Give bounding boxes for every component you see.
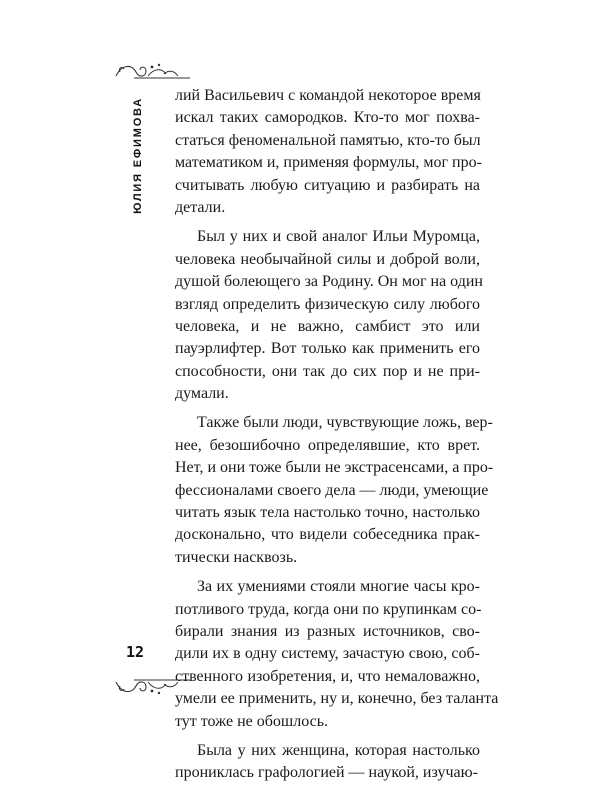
text-line: пауэрлифтер. Вот только как применить его bbox=[175, 340, 480, 358]
text-line: человека необычайной силы и доброй воли, bbox=[175, 250, 480, 268]
text-line: ственного изобретения, и, что немаловажно, bbox=[175, 667, 480, 685]
paragraph bbox=[175, 85, 480, 219]
text-line: умели ее применить, ну и, конечно, без таланта bbox=[175, 690, 499, 708]
text-line: За их умениями стояли многие часы кро- bbox=[197, 578, 480, 596]
text-line: фессионалами своего дела — люди, умеющие bbox=[175, 481, 489, 499]
text-line: думали. bbox=[175, 385, 229, 403]
text-line: Был у них и свой аналог Ильи Муромца, bbox=[197, 228, 480, 246]
text-line: считывать любую ситуацию и разбирать на bbox=[175, 176, 480, 194]
paragraph bbox=[175, 576, 499, 733]
text-line: дили их в одну систему, зачастую свою, соб- bbox=[175, 645, 480, 663]
text-line: Также были люди, чувствующие ложь, вер- bbox=[197, 414, 493, 432]
text-line: досконально, что видели собеседника прак- bbox=[175, 526, 480, 544]
decorative-flourish-bottom bbox=[112, 676, 192, 700]
text-line: искал таких самородков. Кто-то мог похва- bbox=[175, 109, 480, 127]
text-line: Была у них женщина, которая настолько bbox=[197, 741, 480, 759]
text-line: душой болеющего за Родину. Он мог на один bbox=[175, 273, 483, 291]
paragraph bbox=[175, 412, 494, 569]
text-line: тут тоже не обошлось. bbox=[175, 712, 329, 730]
author-name-vertical bbox=[128, 96, 148, 214]
text-line: статься феноменальной памятью, кто-то был bbox=[175, 131, 481, 149]
author-name: ЮЛИЯ ЕФИМОВА bbox=[132, 96, 144, 214]
text-line: прониклась графологией — наукой, изучаю- bbox=[175, 764, 478, 782]
text-line: читать язык тела настолько точно, настолько bbox=[175, 504, 480, 522]
paragraph bbox=[175, 226, 483, 405]
text-line: лий Васильевич с командой некоторое время bbox=[175, 87, 481, 104]
body-text bbox=[175, 85, 499, 792]
text-line: потливого труда, когда они по крупинкам со- bbox=[175, 600, 482, 618]
text-line: математиком и, применяя формулы, мог про- bbox=[175, 154, 482, 172]
text-line: способности, они так до сих пор и не при- bbox=[175, 362, 480, 380]
text-line: тически насквозь. bbox=[175, 548, 298, 566]
text-line: Нет, и они тоже были не экстрасенсами, а про- bbox=[175, 459, 494, 477]
decorative-flourish-top bbox=[112, 58, 192, 82]
text-line: человека, и не важно, самбист это или bbox=[175, 317, 480, 335]
text-line: детали. bbox=[175, 198, 226, 216]
page-number: 12 bbox=[126, 643, 145, 661]
paragraph bbox=[175, 740, 480, 785]
text-line: бирали знания из разных источников, сво- bbox=[175, 622, 480, 640]
text-line: нее, безошибочно определявшие, кто врет. bbox=[175, 436, 480, 454]
text-line: взгляд определить физическую силу любого bbox=[175, 295, 480, 313]
